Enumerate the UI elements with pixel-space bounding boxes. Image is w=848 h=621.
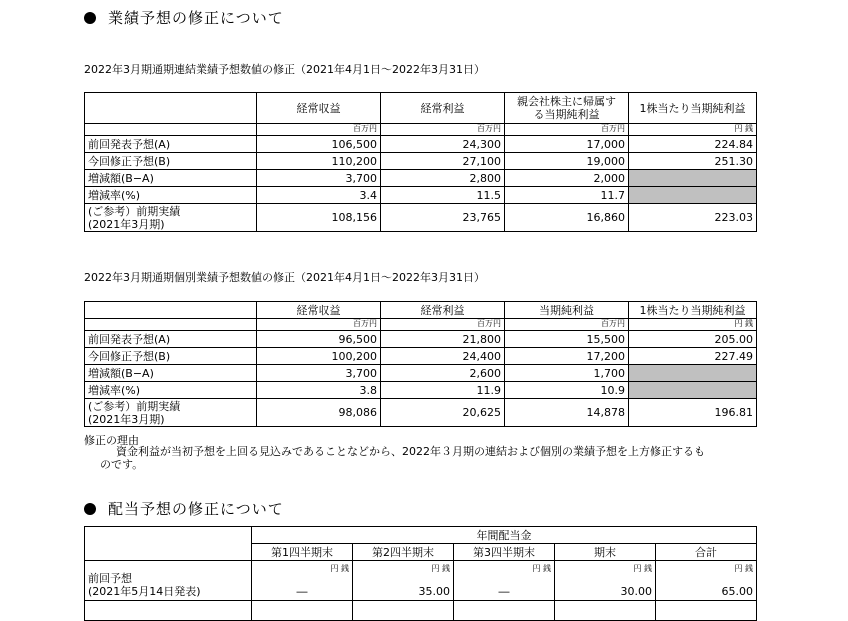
table-cell: 223.03 xyxy=(629,204,757,232)
table-row xyxy=(85,170,757,187)
row-label: 前回発表予想(A) xyxy=(85,136,257,153)
unit-row xyxy=(85,319,757,331)
table-cell xyxy=(353,561,454,601)
section-heading-text: 業績予想の修正について xyxy=(108,9,284,27)
unit-label: 円 銭 xyxy=(330,564,349,573)
table-cell: 11.5 xyxy=(381,187,505,204)
label-line: (2021年5月14日発表) xyxy=(88,585,201,598)
reason-body xyxy=(100,445,756,471)
table-cell: 10.9 xyxy=(505,382,629,399)
table-cell: 19,000 xyxy=(505,153,629,170)
reference-row xyxy=(85,204,757,232)
table-cell: 3,700 xyxy=(257,170,381,187)
table-cell: 205.00 xyxy=(629,331,757,348)
table-cell: 24,400 xyxy=(381,348,505,365)
column-header: 第1四半期末 xyxy=(252,544,353,561)
reason-line: のです。 xyxy=(100,458,144,471)
section-heading-text: 配当予想の修正について xyxy=(108,500,284,518)
unit-label: 円 銭 xyxy=(431,564,450,573)
column-header: 当期純利益 xyxy=(505,302,629,319)
table-cell: 14,878 xyxy=(505,399,629,427)
row-label xyxy=(85,204,257,232)
table-row xyxy=(85,348,757,365)
unit-label: 円 銭 xyxy=(633,564,652,573)
table-header-row xyxy=(85,302,757,319)
cell-value: 65.00 xyxy=(721,585,754,598)
table-cell: 21,800 xyxy=(381,331,505,348)
cell-value: 30.00 xyxy=(620,585,652,598)
table-row-cut xyxy=(85,601,757,621)
table-cell: 224.84 xyxy=(629,136,757,153)
label-line: (2021年3月期) xyxy=(88,217,165,231)
column-header: 経常収益 xyxy=(257,93,381,124)
shaded-cell xyxy=(629,187,757,204)
group-header: 年間配当金 xyxy=(252,527,757,544)
table-cell xyxy=(656,561,757,601)
table-cell: 106,500 xyxy=(257,136,381,153)
table-cell: 24,300 xyxy=(381,136,505,153)
table-cell xyxy=(555,601,656,621)
column-header xyxy=(505,93,629,124)
table-cell: 96,500 xyxy=(257,331,381,348)
column-header: 期末 xyxy=(555,544,656,561)
table-cell xyxy=(85,601,252,621)
table-header-row xyxy=(85,93,757,124)
table-row xyxy=(85,153,757,170)
table-corner xyxy=(85,93,257,124)
table-cell: 20,625 xyxy=(381,399,505,427)
table-cell: 3.8 xyxy=(257,382,381,399)
row-label: 増減率(%) xyxy=(85,382,257,399)
unit-label: 円 銭 xyxy=(734,564,754,573)
table-cell: 3.4 xyxy=(257,187,381,204)
blank-cell xyxy=(85,319,257,331)
row-label xyxy=(85,399,257,427)
column-header: 1株当たり当期純利益 xyxy=(629,93,757,124)
unit-label: 円 銭 xyxy=(532,564,551,573)
reason-line: 資金利益が当初予想を上回る見込みであることなどから、2022年３月期の連結および個別の業績予想を上方修正するも xyxy=(116,445,705,458)
table-cell xyxy=(656,601,757,621)
table-cell: 1,700 xyxy=(505,365,629,382)
bullet-icon xyxy=(84,503,96,515)
table-cell xyxy=(555,561,656,601)
unit-cell: 百万円 xyxy=(257,124,381,136)
label-line: (2021年3月期) xyxy=(88,412,165,426)
table-row xyxy=(85,365,757,382)
bullet-icon xyxy=(84,12,96,24)
table-cell: 11.7 xyxy=(505,187,629,204)
unit-cell: 円 銭 xyxy=(629,124,757,136)
consolidated-table xyxy=(84,92,757,232)
table-cell: 17,200 xyxy=(505,348,629,365)
table-corner xyxy=(85,302,257,319)
cell-value: ― xyxy=(296,585,308,598)
column-header: 1株当たり当期純利益 xyxy=(629,302,757,319)
column-header: 経常収益 xyxy=(257,302,381,319)
table-cell: 2,800 xyxy=(381,170,505,187)
table-row xyxy=(85,561,757,601)
table-cell: 3,700 xyxy=(257,365,381,382)
table-cell xyxy=(252,601,353,621)
shaded-cell xyxy=(629,170,757,187)
table-cell: 227.49 xyxy=(629,348,757,365)
dividend-table xyxy=(84,526,757,621)
table-cell xyxy=(353,601,454,621)
cell-value: ― xyxy=(498,585,510,598)
column-header: 経常利益 xyxy=(381,93,505,124)
group-header-row xyxy=(85,527,757,544)
label-line: (ご参考）前期実績 xyxy=(88,204,181,218)
header-line: 親会社株主に帰属す xyxy=(517,95,616,108)
reason-title: 修正の理由 xyxy=(84,434,139,447)
table-cell: 17,000 xyxy=(505,136,629,153)
row-label: 増減額(B−A) xyxy=(85,365,257,382)
header-line: る当期純利益 xyxy=(533,108,600,121)
table-row xyxy=(85,331,757,348)
table-row xyxy=(85,382,757,399)
row-label: 増減率(%) xyxy=(85,187,257,204)
cell-value: 35.00 xyxy=(418,585,450,598)
row-label xyxy=(85,561,252,601)
table-corner xyxy=(85,527,252,561)
table-cell xyxy=(252,561,353,601)
column-header: 合計 xyxy=(656,544,757,561)
table-row xyxy=(85,187,757,204)
table-cell: 108,156 xyxy=(257,204,381,232)
unit-cell: 百万円 xyxy=(257,319,381,331)
consolidated-caption: 2022年3月期通期連結業績予想数値の修正（2021年4月1日～2022年3月31日） xyxy=(84,63,485,76)
row-label: 前回発表予想(A) xyxy=(85,331,257,348)
table-cell: 11.9 xyxy=(381,382,505,399)
table-cell: 100,200 xyxy=(257,348,381,365)
section-heading-dividend xyxy=(84,498,284,519)
label-line: (ご参考）前期実績 xyxy=(88,399,181,413)
row-label: 増減額(B−A) xyxy=(85,170,257,187)
unit-cell: 円 銭 xyxy=(629,319,757,331)
table-cell: 23,765 xyxy=(381,204,505,232)
blank-cell xyxy=(85,124,257,136)
table-cell: 98,086 xyxy=(257,399,381,427)
shaded-cell xyxy=(629,382,757,399)
shaded-cell xyxy=(629,365,757,382)
unit-cell: 百万円 xyxy=(505,124,629,136)
row-label: 今回修正予想(B) xyxy=(85,153,257,170)
table-cell: 16,860 xyxy=(505,204,629,232)
table-cell: 2,000 xyxy=(505,170,629,187)
table-cell: 110,200 xyxy=(257,153,381,170)
label-line: 前回予想 xyxy=(88,572,132,585)
table-cell: 15,500 xyxy=(505,331,629,348)
unit-row xyxy=(85,124,757,136)
unit-cell: 百万円 xyxy=(505,319,629,331)
table-row xyxy=(85,136,757,153)
unit-cell: 百万円 xyxy=(381,319,505,331)
column-header: 第2四半期末 xyxy=(353,544,454,561)
column-header: 第3四半期末 xyxy=(454,544,555,561)
table-cell: 251.30 xyxy=(629,153,757,170)
table-cell: 2,600 xyxy=(381,365,505,382)
table-cell xyxy=(454,601,555,621)
nonconsolidated-table xyxy=(84,301,757,427)
column-header: 経常利益 xyxy=(381,302,505,319)
table-cell: 196.81 xyxy=(629,399,757,427)
unit-cell: 百万円 xyxy=(381,124,505,136)
table-cell: 27,100 xyxy=(381,153,505,170)
table-cell xyxy=(454,561,555,601)
section-heading-forecast xyxy=(84,7,284,28)
row-label: 今回修正予想(B) xyxy=(85,348,257,365)
reference-row xyxy=(85,399,757,427)
nonconsolidated-caption: 2022年3月期通期個別業績予想数値の修正（2021年4月1日～2022年3月31日） xyxy=(84,271,485,284)
